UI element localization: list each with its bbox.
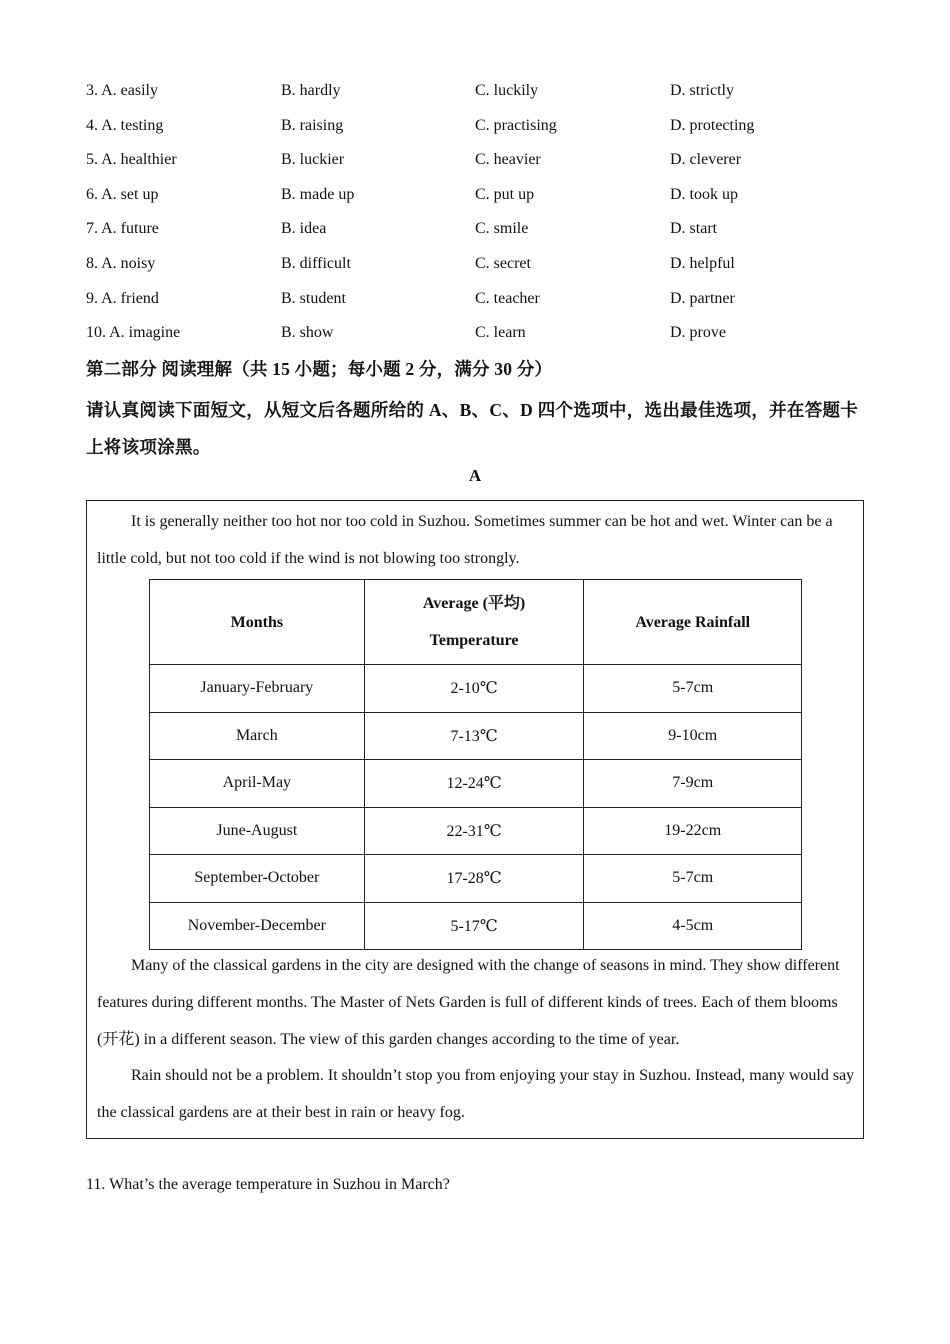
header-months: Months: [150, 580, 365, 665]
option-row: [86, 286, 886, 321]
cell-month: June-August: [150, 807, 365, 855]
table-row: [150, 902, 802, 950]
passage-box: [86, 500, 864, 1139]
cell-temperature: 7-13℃: [364, 712, 584, 760]
option-c: C. luckily: [475, 82, 539, 99]
instruction-text: 请认真阅读下面短文，从短文后各题所给的 A、B、C、D 四个选项中，选出最佳选项，并在答题卡上将该项涂黑。: [86, 400, 859, 457]
option-b: B. idea: [281, 220, 327, 238]
passage-paragraph-2: Many of the classical gardens in the city are designed with the change of seasons in mind. They show different features during different months. The Master of Nets Garden is full of different kinds of trees. Each of them blooms (开花) in a different season. The view of this garden changes according to the time of year.: [97, 957, 840, 1048]
option-a: 7. A. future: [86, 220, 159, 238]
cell-temperature: 5-17℃: [364, 902, 584, 950]
option-a: 5. A. healthier: [86, 151, 177, 169]
option-row: [86, 320, 886, 355]
option-c: C. put up: [475, 185, 535, 203]
option-b: B. made up: [281, 185, 355, 203]
header-average-rainfall: Average Rainfall: [584, 580, 802, 665]
option-a: 6. A. set up: [86, 185, 159, 203]
table-header-row: [150, 580, 802, 665]
option-d: D. prove: [670, 324, 726, 342]
option-a: 8. A. noisy: [86, 254, 156, 272]
option-c: C. practising: [475, 116, 557, 134]
option-row: [86, 147, 886, 182]
header-average-temperature: Average (平均) Temperature: [364, 580, 584, 665]
cell-temperature: 17-28℃: [364, 855, 584, 903]
option-c: C. learn: [475, 324, 526, 342]
option-d: D. took up: [670, 185, 738, 203]
cell-rainfall: 5-7cm: [584, 665, 802, 713]
cell-rainfall: 9-10cm: [584, 712, 802, 760]
passage-paragraph-3: Rain should not be a problem. It shouldn’t stop you from enjoying your stay in Suzhou. Instead, many would say the classical gardens are at their best in rain or heavy fog.: [97, 1067, 855, 1121]
question-11: 11. What’s the average temperature in Suzhou in March?: [86, 1176, 450, 1193]
table-row: [150, 712, 802, 760]
option-c: C. heavier: [475, 151, 541, 169]
option-d: D. strictly: [670, 82, 734, 99]
option-d: D. helpful: [670, 254, 735, 272]
passage-letter: A: [468, 466, 482, 485]
option-a: 10. A. imagine: [86, 324, 181, 342]
option-b: B. show: [281, 324, 334, 342]
cell-temperature: 12-24℃: [364, 760, 584, 808]
option-c: C. smile: [475, 220, 529, 238]
cell-month: April-May: [150, 760, 365, 808]
option-d: D. partner: [670, 289, 735, 307]
cell-temperature: 2-10℃: [364, 665, 584, 713]
option-b: B. hardly: [281, 82, 341, 99]
cell-temperature: 22-31℃: [364, 807, 584, 855]
table-row: [150, 807, 802, 855]
cell-month: September-October: [150, 855, 365, 903]
option-c: C. secret: [475, 254, 531, 272]
cell-rainfall: 7-9cm: [584, 760, 802, 808]
option-a: 4. A. testing: [86, 116, 164, 134]
cell-month: November-December: [150, 902, 365, 950]
option-row: [86, 113, 886, 148]
option-d: D. cleverer: [670, 151, 742, 169]
weather-table: [149, 579, 802, 950]
option-b: B. difficult: [281, 254, 351, 272]
option-d: D. protecting: [670, 116, 755, 134]
option-row: [86, 216, 886, 251]
option-a: 3. A. easily: [86, 82, 158, 99]
cell-rainfall: 4-5cm: [584, 902, 802, 950]
table-row: [150, 855, 802, 903]
cell-month: March: [150, 712, 365, 760]
passage-paragraph-1: It is generally neither too hot nor too cold in Suzhou. Sometimes summer can be hot and wet. Winter can be a little cold, but not too cold if the wind is not blowing too strongly.: [97, 513, 833, 567]
section-heading: 第二部分 阅读理解（共 15 小题；每小题 2 分，满分 30 分）: [86, 359, 553, 379]
option-d: D. start: [670, 220, 718, 238]
option-row: [86, 251, 886, 286]
option-b: B. luckier: [281, 151, 345, 169]
option-c: C. teacher: [475, 289, 540, 307]
cell-rainfall: 5-7cm: [584, 855, 802, 903]
option-b: B. student: [281, 289, 346, 307]
option-row: [86, 78, 886, 113]
answer-options: [86, 78, 886, 355]
cell-rainfall: 19-22cm: [584, 807, 802, 855]
option-b: B. raising: [281, 116, 344, 134]
table-row: [150, 760, 802, 808]
option-a: 9. A. friend: [86, 289, 159, 307]
option-row: [86, 182, 886, 217]
table-row: [150, 665, 802, 713]
cell-month: January-February: [150, 665, 365, 713]
